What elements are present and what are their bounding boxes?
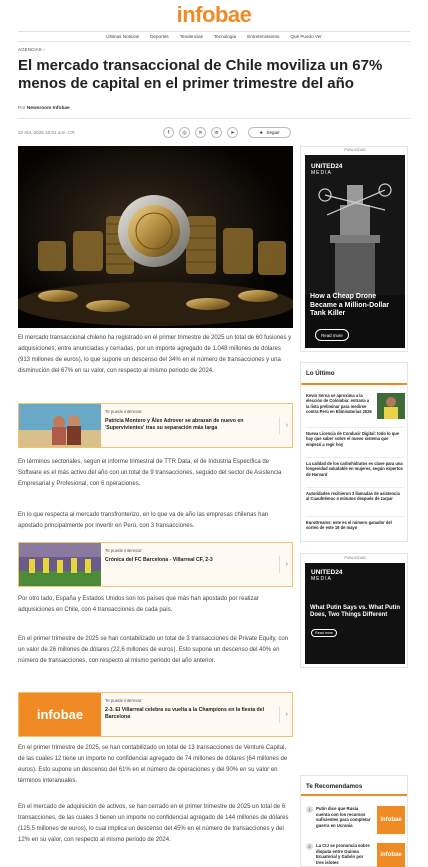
latest-item[interactable]: Autoridades recibieron 3 llamadas de asistencia al Cuauhtémoc 4 minutos después de zarpar	[306, 491, 400, 502]
follow-button[interactable]: ★ Seguir	[248, 127, 291, 138]
teaser-label: Te puede interesar:	[105, 548, 143, 553]
divider	[306, 457, 404, 458]
nav-item-entretenimiento[interactable]: Entretenimiento	[247, 34, 280, 39]
article-title: El mercado transaccional de Chile moviliza un 67% menos de capital en el primer trimestre del año	[18, 57, 383, 92]
article-paragraph: Por otro lado, España y Estados Unidos son los países que más han apostado por realizar adquisiciones en Chile, con 4 transacciones de cada país.	[18, 596, 259, 613]
latest-thumbnail[interactable]	[377, 393, 405, 419]
read-more-button[interactable]: Read more	[315, 329, 349, 341]
ad-headline: What Putin Says vs. What Putin Does, Two Things Different	[310, 605, 401, 618]
nav-item-ultimas[interactable]: Últimas Noticias	[106, 34, 140, 39]
rank-number: 1	[306, 806, 313, 813]
latest-item[interactable]: Kevin Serna se aproxima a la elección de Colombia: entraría a la lista preliminar para medirse contra Perú en Eliminatorias 2026	[306, 393, 372, 414]
chevron-right-icon[interactable]: ›	[279, 556, 288, 573]
teaser-label: Te puede interesar:	[105, 698, 143, 703]
teaser-image	[19, 404, 101, 447]
sidebar-ad[interactable]	[300, 553, 408, 668]
ad-label: PUBLICIDAD	[344, 148, 366, 152]
top-nav	[18, 31, 410, 42]
infobae-thumbnail[interactable]: infobae	[377, 843, 405, 867]
section-label[interactable]: AGENCIAS ›	[18, 47, 45, 52]
teaser-title[interactable]: Patricia Montero y Álex Adrover se abrazan de nuevo en 'Supervivientes' tras su separación más larga	[105, 418, 244, 431]
divider	[18, 118, 410, 119]
hero-image	[18, 146, 293, 328]
infobae-thumbnail[interactable]: infobae	[377, 806, 405, 834]
teaser-label: Te puede interesar:	[105, 409, 143, 414]
united24-logo: UNITED24 MEDIA	[311, 569, 343, 582]
teaser-title[interactable]: Crónica del FC Barcelona - Villarreal CF, 2-3	[105, 557, 213, 563]
facebook-icon[interactable]: f	[163, 127, 174, 138]
nav-item-tendencias[interactable]: Tendencias	[179, 34, 203, 39]
teaser-title[interactable]: 2-3. El Villarreal celebra su vuelta a la Champions en la fiesta del Barcelona	[105, 707, 265, 720]
latest-news-widget	[300, 362, 408, 542]
latest-title: Lo Último	[306, 370, 335, 377]
article-paragraph: En el primer trimestre de 2025 se han contabilizado un total de 3 transacciones de Private Equity, con un valor de 26 millones de dólares (22,6 millones de euros). Esto supone un descenso del 40% en número de transacciones, con respecto al mismo periodo del año anterior.	[18, 636, 289, 664]
article-paragraph: En el primer trimestre de 2025, se han contabilizado un total de 13 transacciones de Venture Capital, de las cuales 12 tiene un importe no confidencial agregado de 74 millones de dólares (64 millones de euros). Esto supone un descenso del 61% en el número de operaciones y del 90% en su valor en términos interanuales.	[18, 745, 288, 784]
sidebar-ad[interactable]	[300, 146, 408, 352]
nav-item-que-puedo-ver[interactable]: Qué Puedo Ver	[290, 34, 322, 39]
article-paragraph: En lo que respecta al mercado transfronterizo, en lo que va de año las empresas chilenas han apostado principalmente por invertir en Perú, con 3 transacciones.	[18, 512, 269, 529]
ad-headline: How a Cheap Drone Became a Million-Dollar Tank Killer	[310, 293, 389, 317]
byline: Por Newsroom Infobae	[18, 106, 70, 111]
recommended-title: Te Recomendamos	[306, 783, 363, 790]
article-paragraph: En términos sectoriales, según el informe trimestral de TTR Data, el de Industria Específica de Software es el más activo del año con un total de 9 transacciones, seguido del sector de Asistencia Empresarial y Profesional, con 6 operaciones.	[18, 459, 282, 487]
chevron-right-icon[interactable]: ›	[279, 417, 288, 434]
accent-bar	[301, 383, 407, 385]
article-paragraph: El mercado transaccional chileno ha registrado en el primer trimestre de 2025 un total de 60 fusiones y adquisiciones, entre anunciadas y cerradas, por un importe agregado de 1.048 millones de dólares (913 millones de euros), lo que supone un descenso del 34% en el número de transacciones y una disminución del 67% en su valor, con respecto al mismo periodo de 2024.	[18, 335, 292, 374]
whatsapp-icon[interactable]: ◎	[179, 127, 190, 138]
chevron-right-icon[interactable]: ›	[279, 706, 288, 723]
related-teaser[interactable]	[18, 692, 293, 737]
nav-item-deportes[interactable]: Deportes	[150, 34, 169, 39]
article-paragraph: En el mercado de adquisición de activos, se han cerrado en el primer trimestre de 2025 un total de 6 transacciones, de las cuales 3 tienen un importe no confidencial agregado de 144 millones de dólares (125,5 millones de euros), lo cual implica un descenso del 45% en el número de transacciones y del 12% en su valor, con respecto al mismo periodo de 2024.	[18, 804, 289, 843]
related-teaser[interactable]	[18, 542, 293, 587]
latest-item[interactable]: Nueva Licencia de Conducir Digital: todo lo que hay que saber sobre el nuevo sistema que empezó a regir hoy	[306, 431, 400, 447]
ad-label: PUBLICIDAD	[344, 556, 366, 560]
accent-bar	[301, 794, 407, 796]
recommended-item[interactable]: La CIJ se pronuncia sobre disputa entre Guinea Ecuatorial y Gabón por tres islotes	[316, 843, 370, 865]
united24-logo: UNITED24 MEDIA	[311, 163, 343, 176]
read-more-button[interactable]: Read more	[311, 629, 337, 637]
recommended-widget	[300, 775, 408, 867]
divider	[306, 487, 404, 488]
ad-creative[interactable]	[305, 563, 405, 664]
infobae-thumbnail: infobae	[19, 693, 101, 736]
site-logo[interactable]: infobae	[176, 2, 252, 27]
author-link[interactable]: Newsroom Infobae	[26, 106, 70, 111]
x-icon[interactable]: ✕	[195, 127, 206, 138]
divider	[306, 516, 404, 517]
latest-item[interactable]: La calidad de los carbohidratos es clave para una longevidad saludable en mujeres, según expertos de Harvard	[306, 461, 403, 477]
recommended-item[interactable]: Putin dice que Rusia cuenta con los recursos suficientes para completar guerra en Ucrania	[316, 806, 371, 828]
teaser-image	[19, 543, 101, 586]
divider	[306, 427, 404, 428]
coins-photo	[18, 146, 293, 328]
share-bar	[163, 127, 238, 138]
nav-item-tecnologia[interactable]: Tecnología	[213, 34, 237, 39]
publish-date: 22 Abr, 2025 10:01 a.m. CR	[18, 130, 75, 135]
ad-creative[interactable]	[305, 155, 405, 348]
star-icon: ★	[259, 129, 264, 135]
rank-number: 2	[306, 843, 313, 850]
linkedin-icon[interactable]: in	[211, 127, 222, 138]
drone-artwork	[305, 155, 405, 348]
telegram-icon[interactable]: ➤	[227, 127, 238, 138]
latest-item[interactable]: EuroDreams: este es el número ganador del sorteo de este 19 de mayo	[306, 520, 392, 531]
related-teaser[interactable]	[18, 403, 293, 448]
